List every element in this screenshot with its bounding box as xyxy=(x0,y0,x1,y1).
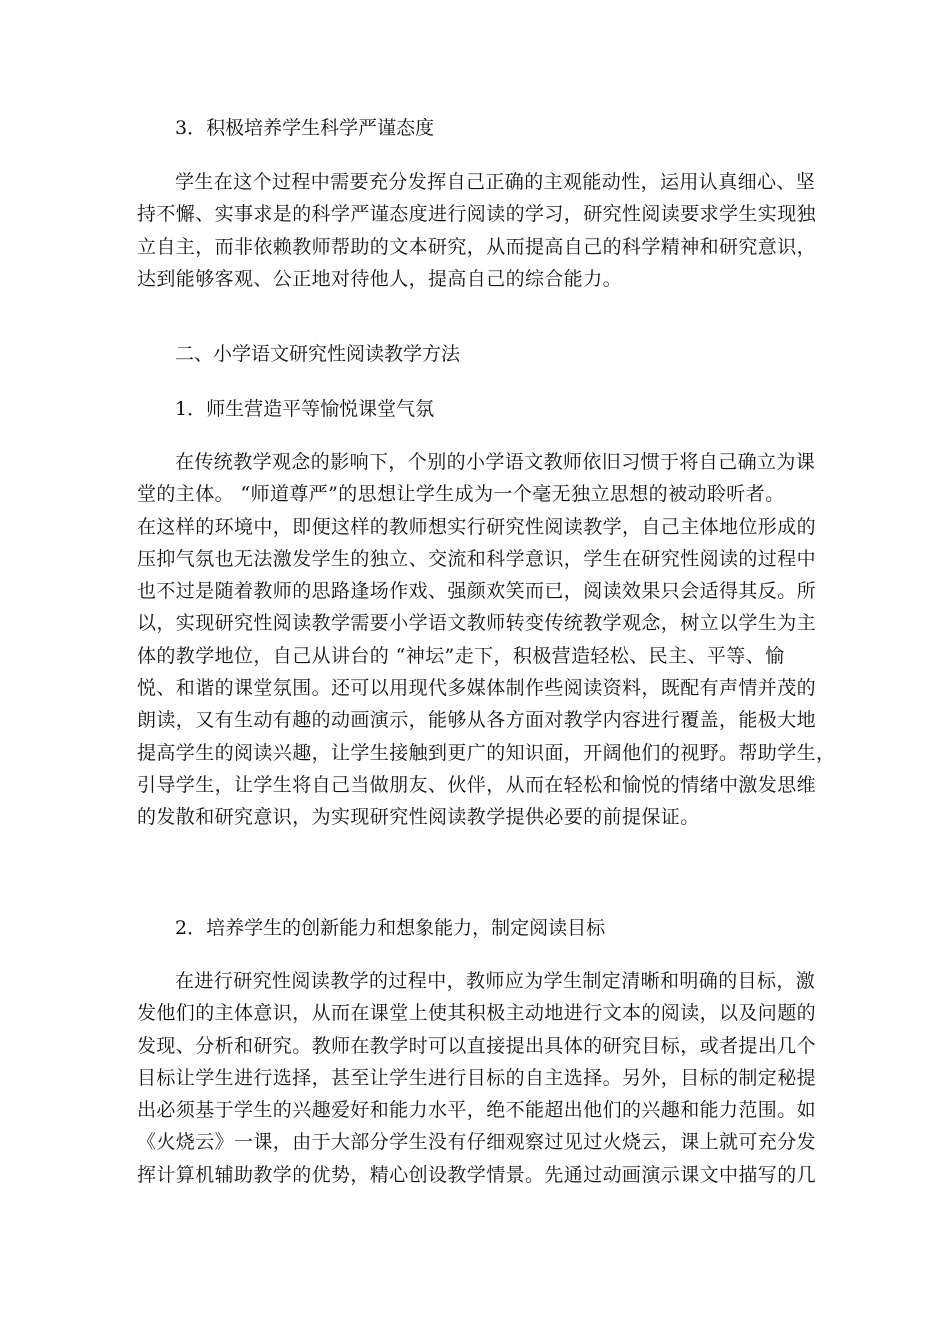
heading-reading-goals: 2．培养学生的创新能力和想象能力，制定阅读目标 xyxy=(175,917,606,939)
paragraph-reading-goals xyxy=(137,965,837,1191)
text-line: 立自主，而非依赖教师帮助的文本研究，从而提高自己的科学精神和研究意识， xyxy=(137,235,817,258)
text-line: 持不懈、实事求是的科学严谨态度进行阅读的学习，研究性阅读要求学生实现独 xyxy=(137,203,817,226)
text-line: 在这样的环境中，即便这样的教师想实行研究性阅读教学，自己主体地位形成的 xyxy=(137,515,817,538)
heading-equal-classroom: 1．师生营造平等愉悦课堂气氛 xyxy=(175,398,435,420)
text-line: 出必须基于学生的兴趣爱好和能力水平，绝不能超出他们的兴趣和能力范围。如 xyxy=(137,1099,817,1122)
text-line: 引导学生，让学生将自己当做朋友、伙伴，从而在轻松和愉悦的情绪中激发思维 xyxy=(137,773,817,796)
text-line: 悦、和谐的课堂氛围。还可以用现代多媒体制作些阅读资料，既配有声情并茂的 xyxy=(137,677,817,700)
text-line: 体的教学地位，自己从讲台的 “神坛”走下，积极营造轻松、民主、平等、愉 xyxy=(137,644,785,667)
text-line: 的发散和研究意识，为实现研究性阅读教学提供必要的前提保证。 xyxy=(137,806,700,829)
text-line: 《火烧云》一课，由于大部分学生没有仔细观察过见过火烧云，课上就可充分发 xyxy=(137,1131,817,1154)
paragraph-scientific-attitude xyxy=(137,166,837,295)
text-line: 学生在这个过程中需要充分发挥自己正确的主观能动性，运用认真细心、坚 xyxy=(175,171,816,193)
text-line: 发他们的主体意识，从而在课堂上使其积极主动地进行文本的阅读，以及问题的 xyxy=(137,1002,817,1025)
heading-scientific-attitude: 3．积极培养学生科学严谨态度 xyxy=(175,117,435,139)
text-line: 以，实现研究性阅读教学需要小学语文教师转变传统教学观念，树立以学生为主 xyxy=(137,612,817,635)
text-line: 提高学生的阅读兴趣，让学生接触到更广的知识面，开阔他们的视野。帮助学生， xyxy=(137,741,836,764)
text-line: 目标让学生进行选择，甚至让学生进行目标的自主选择。另外，目标的制定秘提 xyxy=(137,1066,817,1089)
paragraph-equal-classroom xyxy=(137,446,837,834)
text-line: 堂的主体。 “师道尊严”的思想让学生成为一个毫无独立思想的被动聆听者。 xyxy=(137,483,785,506)
heading-teaching-methods: 二、小学语文研究性阅读教学方法 xyxy=(175,343,461,365)
text-line: 朗读，又有生动有趣的动画演示，能够从各方面对教学内容进行覆盖，能极大地 xyxy=(137,709,817,732)
text-line: 压抑气氛也无法激发学生的独立、交流和科学意识，学生在研究性阅读的过程中 xyxy=(137,547,817,570)
text-line: 挥计算机辅助教学的优势，精心创设教学情景。先通过动画演示课文中描写的几 xyxy=(137,1163,817,1186)
text-line: 在进行研究性阅读教学的过程中，教师应为学生制定清晰和明确的目标，激 xyxy=(175,970,816,992)
text-line: 也不过是随着教师的思路逢场作戏、强颜欢笑而已，阅读效果只会适得其反。所 xyxy=(137,580,817,603)
text-line: 发现、分析和研究。教师在教学时可以直接提出具体的研究目标，或者提出几个 xyxy=(137,1034,817,1057)
text-line: 在传统教学观念的影响下，个别的小学语文教师依旧习惯于将自己确立为课 xyxy=(175,451,816,473)
text-line: 达到能够客观、公正地对待他人，提高自己的综合能力。 xyxy=(137,267,623,290)
